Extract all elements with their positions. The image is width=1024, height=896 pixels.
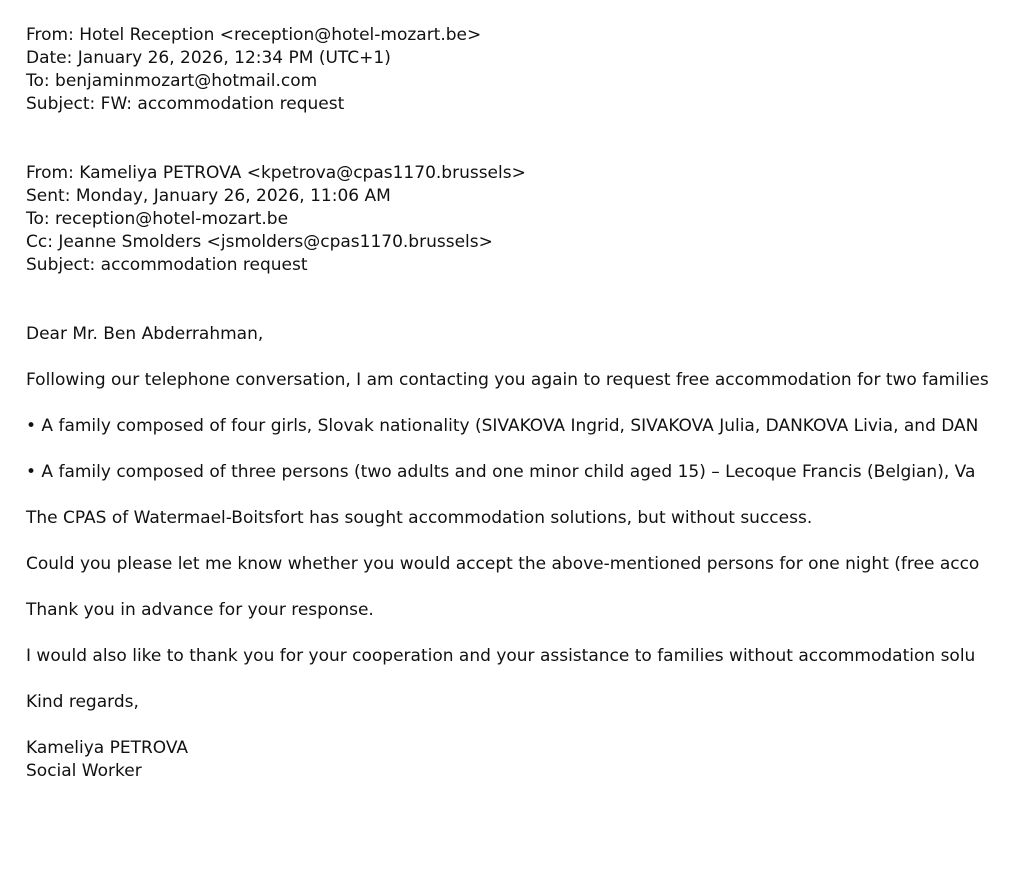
closing: Kind regards, — [26, 692, 139, 712]
signature-name: Kameliya PETROVA — [26, 738, 189, 758]
family-bullet-2: • A family composed of three persons (two adults and one minor child aged 15) – Lecoque Francis (Belgian), Va — [26, 462, 976, 482]
signature-title: Social Worker — [26, 761, 142, 781]
appreciation-line: I would also like to thank you for your cooperation and your assistance to families without accommodation solu — [26, 646, 976, 666]
family-bullet-1: • A family composed of four girls, Slovak nationality (SIVAKOVA Ingrid, SIVAKOVA Julia, DANKOVA Livia, and DAN — [26, 416, 979, 436]
original-from: From: Kameliya PETROVA <kpetrova@cpas1170.brussels> — [26, 163, 526, 183]
forward-from: From: Hotel Reception <reception@hotel-mozart.be> — [26, 25, 482, 45]
greeting: Dear Mr. Ben Abderrahman, — [26, 324, 264, 344]
forward-header — [26, 24, 1024, 116]
forward-to: To: benjaminmozart@hotmail.com — [26, 71, 318, 91]
forward-date: Date: January 26, 2026, 12:34 PM (UTC+1) — [26, 48, 391, 68]
original-header — [26, 162, 1024, 277]
cpas-note: The CPAS of Watermael-Boitsfort has sought accommodation solutions, but without success. — [26, 508, 813, 528]
forward-subject: Subject: FW: accommodation request — [26, 94, 345, 114]
original-cc: Cc: Jeanne Smolders <jsmolders@cpas1170.brussels> — [26, 232, 493, 252]
original-subject: Subject: accommodation request — [26, 255, 308, 275]
email-document — [26, 24, 1024, 783]
original-to: To: reception@hotel-mozart.be — [26, 209, 289, 229]
request-paragraph: Could you please let me know whether you would accept the above-mentioned persons for one night (free acco — [26, 554, 980, 574]
intro-paragraph: Following our telephone conversation, I am contacting you again to request free accommodation for two families — [26, 370, 989, 390]
thanks-line: Thank you in advance for your response. — [26, 600, 374, 620]
original-sent: Sent: Monday, January 26, 2026, 11:06 AM — [26, 186, 391, 206]
email-body — [26, 323, 1024, 783]
spacer — [26, 277, 1024, 323]
spacer — [26, 116, 1024, 162]
